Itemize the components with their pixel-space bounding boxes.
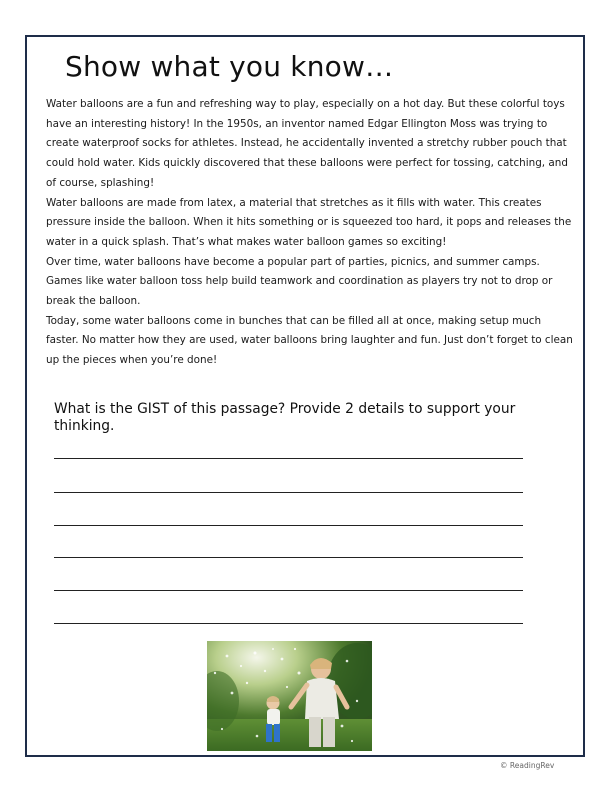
answer-line[interactable]	[54, 458, 523, 459]
answer-line[interactable]	[54, 623, 523, 624]
answer-line[interactable]	[54, 525, 523, 526]
reading-passage	[46, 95, 576, 371]
answer-line[interactable]	[54, 557, 523, 558]
passage-paragraph: Water balloons are made from latex, a material that stretches as it fills with water. This creates pressure inside the balloon. When it hits something or is squeezed too hard, it pops and releases the water in a quick splash. That’s what makes water balloon games so exciting!	[46, 196, 572, 248]
page-title: Show what you know…	[65, 50, 394, 83]
gist-question: What is the GIST of this passage? Provide 2 details to support your thinking.	[54, 401, 516, 434]
passage-paragraph: Water balloons are a fun and refreshing way to play, especially on a hot day. But these colorful toys have an interesting history! In the 1950s, an inventor named Edgar Ellington Moss was trying to create waterproof socks for athletes. Instead, he accidentally invented a stretchy rubber pouch that could hold water. Kids quickly discovered that these balloons were perfect for tossing, catching, and of course, splashing!	[46, 98, 568, 189]
answer-line[interactable]	[54, 590, 523, 591]
passage-paragraph: Over time, water balloons have become a popular part of parties, picnics, and summer camps. Games like water balloon toss help build teamwork and coordination as players try not to drop or break the balloon.	[46, 255, 553, 308]
answer-line[interactable]	[54, 492, 523, 493]
passage-paragraph: Today, some water balloons come in bunches that can be filled all at once, making setup much faster. No matter how they are used, water balloons bring laughter and fun. Just don’t forget to clean up the pieces when you’re done!	[46, 314, 573, 367]
copyright-notice: © ReadingRev	[500, 761, 555, 770]
water-play-photo	[207, 641, 372, 751]
